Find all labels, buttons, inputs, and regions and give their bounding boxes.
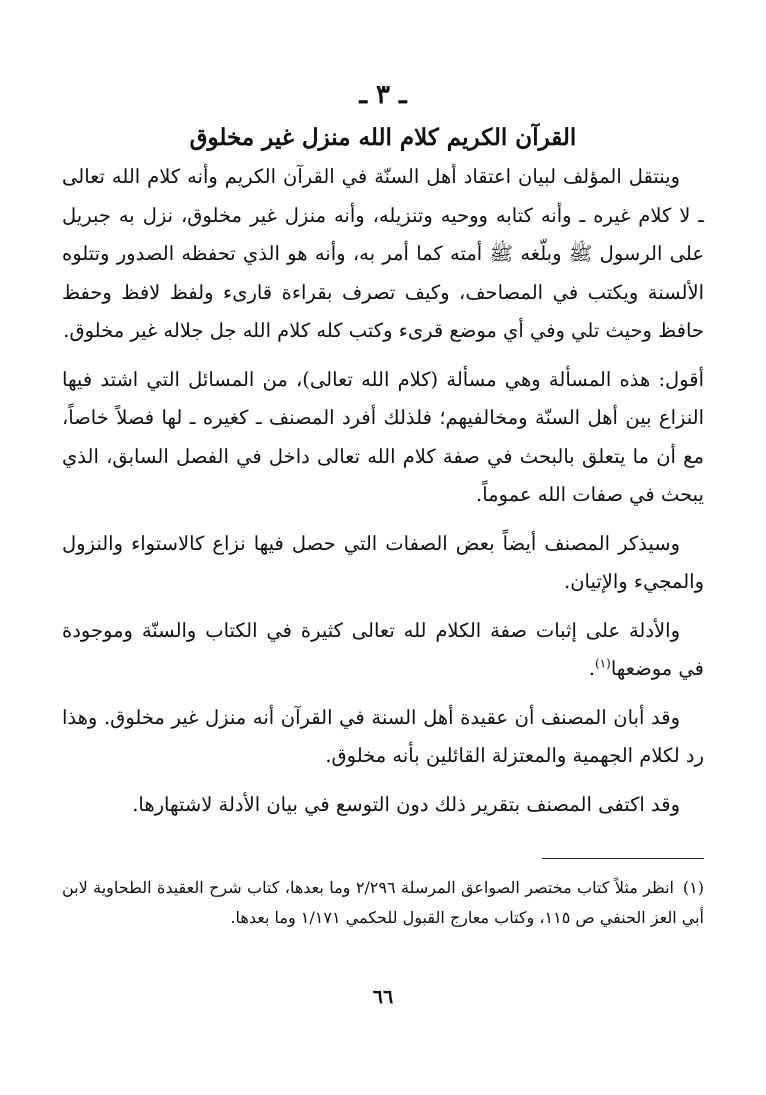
footnote-text: انظر مثلاً كتاب مختصر الصواعق المرسلة ٢/٢٩٦ وما بعدها، كتاب شرح العقيدة الطحاوية لابن أبي العز الحنفي ص ١١٥، وكتاب معارج القبول للحكمي ١/١٧١ وما بعدها. (62, 878, 704, 927)
paragraph-text: وقد اكتفى المصنف بتقرير ذلك دون التوسع في بيان الأدلة لاشتهارها. (132, 792, 680, 816)
footnote (62, 873, 704, 933)
footnote-reference[interactable]: (١) (594, 656, 611, 671)
footnote-marker: (١) (682, 878, 705, 897)
paragraph-text: أقول: هذه المسألة وهي مسألة (كلام الله تعالى)، من المسائل التي اشتد فيها النزاع بين أهل السنّة ومخالفيهم؛ فلذلك أفرد المصنف ـ كغيره ـ لها فصلاً خاصاً، مع أن ما يتعلق بالبحث في صفة كلام الله تعالى داخل في الفصل السابق، الذي يبحث في صفات الله عموماً. (62, 367, 704, 506)
chapter-title: القرآن الكريم كلام الله منزل غير مخلوق (189, 124, 577, 151)
footnote-divider (542, 858, 704, 859)
body-paragraph (62, 525, 704, 602)
paragraph-text: والأدلة على إثبات صفة الكلام لله تعالى كثيرة في الكتاب والسنّة وموجودة في موضعها (62, 618, 704, 680)
body-paragraph (62, 361, 704, 515)
paragraph-text: وقد أبان المصنف أن عقيدة أهل السنة في القرآن أنه منزل غير مخلوق. وهذا رد لكلام الجهمية والمعتزلة القائلين بأنه مخلوق. (62, 705, 704, 767)
body-paragraph (62, 699, 704, 776)
body-paragraph (62, 158, 704, 351)
book-page (62, 80, 704, 1075)
paragraph-text: وسيذكر المصنف أيضاً بعض الصفات التي حصل فيها نزاع كالاستواء والنزول والمجيء والإتيان. (62, 531, 704, 593)
page-number: ٦٦ (372, 986, 394, 1008)
paragraph-text: وينتقل المؤلف لبيان اعتقاد أهل السنّة في القرآن الكريم وأنه كلام الله تعالى ـ لا كلام غيره ـ وأنه كتابه ووحيه وتنزيله، وأنه منزل غير مخلوق، نزل به جبريل على الرسول ﷺ وبلّغه ﷺ أمته كما أمر به، وأنه هو الذي تحفظه الصدور وتتلوه الألسنة ويكتب في المصاحف، وكيف تصرف بقراءة قارىء ولفظ لافظ وحفظ حافظ وحيث تلي وفي أي موضع قرىء وكتب كله كلام الله جل جلاله غير مخلوق. (62, 165, 704, 342)
paragraph-end-punctuation: . (588, 657, 595, 680)
body-paragraph (62, 612, 704, 689)
section-number: ـ ٣ ـ (359, 80, 407, 110)
body-paragraph (62, 786, 704, 825)
footnotes-section (62, 873, 704, 933)
